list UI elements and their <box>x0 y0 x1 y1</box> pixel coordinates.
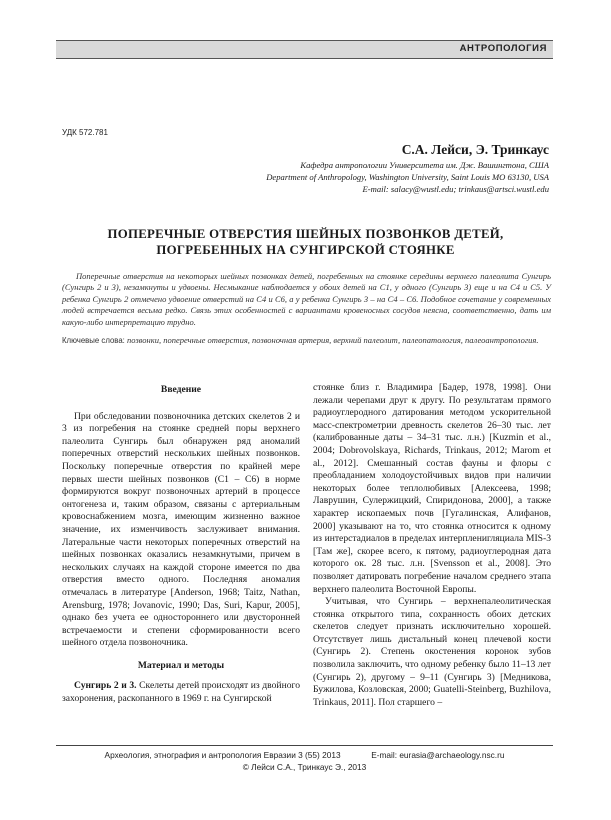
keywords-text: позвонки, поперечные отверстия, позвоночная артерия, верхний палеолит, палеопатология, палеоантропология. <box>126 335 539 345</box>
methods-bold-lead: Сунгирь 2 и 3. <box>74 680 137 692</box>
keywords-label: Ключевые слова: <box>62 336 125 345</box>
right-paragraph-1: стоянке близ г. Владимира [Бадер, 1978, 1998]. Они лежали черепами друг к другу. По результатам прямого радиоуглеродного датирования методом ускорительной масс-спектрометрии древность скелетов 26–30 тыс. лет (калиброванные даты – 34–31 тыс. л.н.) [Kuzmin et al., 2004; Dobrovolskaya, Richards, Trinkaus, 2012; Marom et al., 2012]. Смешанный состав фауны и флоры с преобладанием холодоустойчивых видов при наличии некоторых более теплолюбивых [Алексеева, 1998; Лаврушин, Сулержицкий, Спиридонова, 2000], а также характер ископаемых почв [Гугалинская, Алифанов, 2000] указывают на то, что стоянка относится к одному из интерстадиалов в пределах интерпленигляциала MIS-3 [Там же], скорее всего, к пятому, радиоуглеродная дата которого ок. 28 тыс. л.н. [Svensson et al., 2008]. Это позволяет датировать погребение началом среднего этапа верхнего палеолита Восточной Европы. <box>313 382 551 595</box>
section-header-bar <box>56 40 553 59</box>
title-line-2: ПОГРЕБЕННЫХ НА СУНГИРСКОЙ СТОЯНКЕ <box>156 243 455 257</box>
title-line-1: ПОПЕРЕЧНЫЕ ОТВЕРСТИЯ ШЕЙНЫХ ПОЗВОНКОВ ДЕТЕЙ, <box>107 227 504 241</box>
right-column <box>313 382 551 709</box>
udk-code: УДК 572.781 <box>62 128 108 137</box>
footer-journal-line <box>56 750 553 760</box>
keywords <box>62 335 551 346</box>
footer-copyright: © Лейси С.А., Тринкаус Э., 2013 <box>242 762 367 772</box>
methods-paragraph <box>62 680 300 705</box>
affiliation-ru: Кафедра антропологии Университета им. Дж. Вашингтона, США <box>300 160 549 170</box>
abstract: Поперечные отверстия на некоторых шейных позвонках детей, погребенных на стоянке середины верхнего палеолита Сунгирь (Сунгирь 2 и 3), незамкнуты и удвоены. Несмыкание наблюдается у обоих детей на С1, у одного (Сунгирь 3) еще и на С4 и С5. У ребенка Сунгирь 2 отмечено удвоение отверстий на С4 и С6, а у ребенка Сунгирь 3 – на С4 – С6. Подобное сочетание у современных людей встречается весьма редко. Связь этих особенностей с вариантами кровеносных сосудов неясна, соответственно, дать им какую-либо интерпретацию трудно. <box>62 271 551 327</box>
affiliation-en: Department of Anthropology, Washington University, Saint Louis MO 63130, USA <box>266 172 549 182</box>
footer-email[interactable]: E-mail: eurasia@archaeology.nsc.ru <box>371 750 505 760</box>
right-paragraph-2: Учитывая, что Сунгирь – верхнепалеолитическая стоянка открытого типа, сохранность обоих детских скелетов следует признать исключительно хорошей. Отсутствует лишь дистальный конец плечевой кости (Сунгирь 2). Степень окостенения коронок зубов позволила заключить, что одному ребенку было 11–13 лет (Сунгирь 2), другому – 9–11 (Сунгирь 3) [Медникова, Бужилова, Козловская, 2000; Guatelli-Steinberg, Buzhilova, Trinkaus, 2011]. Пол старшего – <box>313 596 551 708</box>
authors: С.А. Лейси, Э. Тринкаус <box>401 142 549 157</box>
section-label: АНТРОПОЛОГИЯ <box>459 43 547 54</box>
footer-divider <box>56 745 553 746</box>
methods-text: Скелеты детей происходят из двойного захоронения, раскопанного в 1969 г. на Сунгирской <box>62 680 300 705</box>
footer-journal: Археология, этнография и антропология Евразии 3 (55) 2013 <box>104 750 341 760</box>
article-title <box>60 226 551 258</box>
heading-introduction: Введение <box>160 384 202 395</box>
intro-paragraph: При обследовании позвоночника детских скелетов 2 и 3 из погребения на стоянке средней поры верхнего палеолита Сунгирь был обнаружен ряд аномалий поперечных отверстий нескольких шейных позвонков. Поскольку поперечные отверстия по крайней мере первых шести шейных позвонков (С1 – С6) в норме формируются вокруг позвоночных артерий в процессе онтогенеза и, таким образом, связаны с артериальным кровоснабжением мозга, имеющим жизненно важное значение, их изменчивость заслуживает внимания. Латеральные части некоторых поперечных отверстий на шейных позвонках оказались незамкнутыми, причем в нескольких случаях на каждой стороне имеется по два отверстия вместо одного. Последняя аномалия отмечалась в литературе [Anderson, 1968; Taitz, Nathan, Arensburg, 1978; Jovanovic, 1990; Das, Suri, Kapur, 2005], однако без учета ее одностороннего или двусторонней встречаемости и степени сформированности всего шейного отдела позвоночника. <box>62 410 300 649</box>
heading-methods: Материал и методы <box>137 659 225 671</box>
affiliation-email[interactable]: E-mail: salacy@wustl.edu; trinkaus@artsci.wustl.edu <box>362 184 549 194</box>
left-column <box>62 384 300 706</box>
